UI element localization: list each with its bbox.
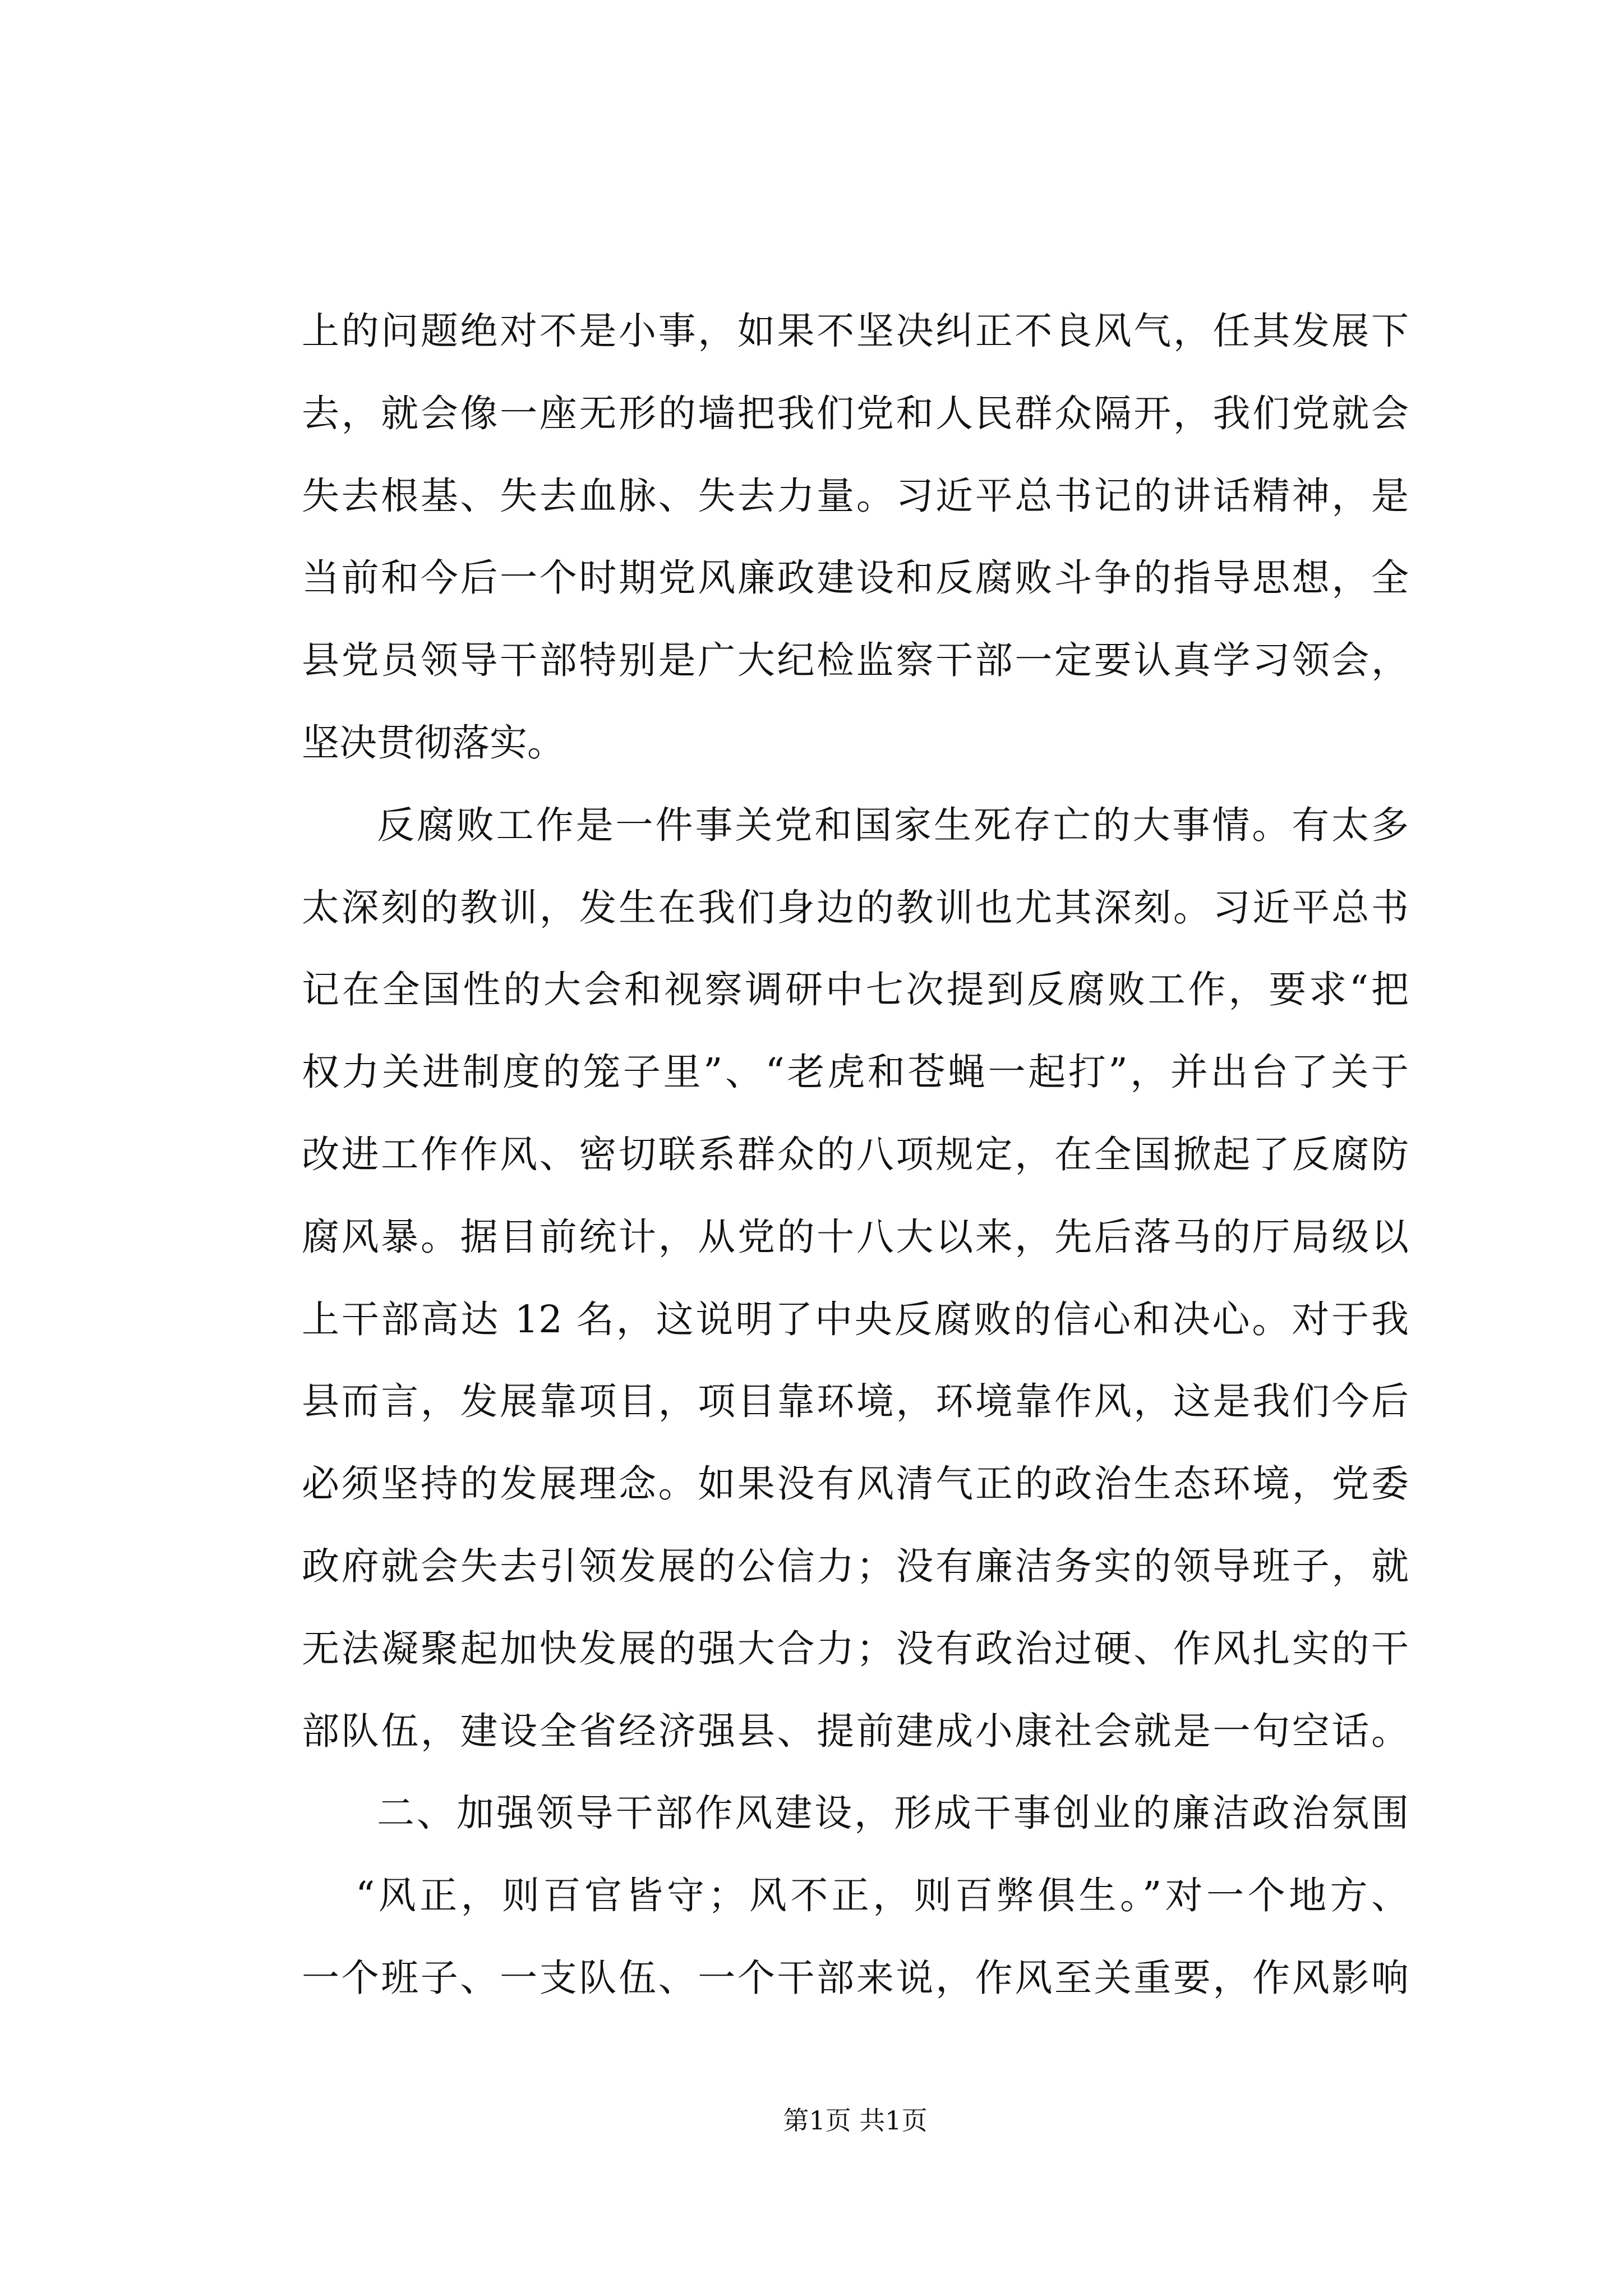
body-line: 当前和今后一个时期党风廉政建设和反腐败斗争的指导思想，全 [302,556,1409,600]
heading-line: 二、加强领导干部作风建设，形成干事创业的廉洁政治氛围 [377,1791,1409,1835]
body-line: 失去根基、失去血脉、失去力量。习近平总书记的讲话精神，是 [302,473,1409,518]
body-line: 改进工作作风、密切联系群众的八项规定，在全国掀起了反腐防 [302,1132,1409,1176]
body-line: 去，就会像一座无形的墙把我们党和人民群众隔开，我们党就会 [302,391,1409,435]
body-line: 一个班子、一支队伍、一个干部来说，作风至关重要，作风影响 [302,1955,1409,2000]
body-line: 上的问题绝对不是小事，如果不坚决纠正不良风气，任其发展下 [302,309,1409,353]
paragraph [302,1855,1409,2019]
body-line: 权力关进制度的笼子里”、“老虎和苍蝇一起打”，并出台了关于 [302,1050,1409,1094]
body-line: 上干部高达 12 名，这说明了中央反腐败的信心和决心。对于我 [302,1297,1409,1341]
body-line: 反腐败工作是一件事关党和国家生死存亡的大事情。有太多 [377,803,1409,847]
body-line: 县党员领导干部特别是广大纪检监察干部一定要认真学习领会， [302,638,1409,683]
body-line: 部队伍，建设全省经济强县、提前建成小康社会就是一句空话。 [302,1709,1409,1753]
body-line: 太深刻的教训，发生在我们身边的教训也尤其深刻。习近平总书 [302,885,1409,930]
body-line: 必须坚持的发展理念。如果没有风清气正的政治生态环境，党委 [302,1462,1409,1506]
document-body [302,290,1409,2019]
section-heading [302,1772,1409,1855]
page-footer: 第1页 共1页 [783,2105,928,2136]
body-line: 坚决贯彻落实。 [302,720,565,765]
body-line: 腐风暴。据目前统计，从党的十八大以来，先后落马的厅局级以 [302,1214,1409,1259]
paragraph [302,290,1409,784]
body-line: 县而言，发展靠项目，项目靠环境，环境靠作风，这是我们今后 [302,1379,1409,1424]
body-line: 政府就会失去引领发展的公信力；没有廉洁务实的领导班子，就 [302,1544,1409,1588]
body-line: 无法凝聚起加快发展的强大合力；没有政治过硬、作风扎实的干 [302,1626,1409,1671]
body-line: “风正，则百官皆守；风不正，则百弊俱生。”对一个地方、 [356,1874,1409,1918]
paragraph [302,784,1409,1773]
body-line: 记在全国性的大会和视察调研中七次提到反腐败工作，要求“把 [302,968,1409,1012]
